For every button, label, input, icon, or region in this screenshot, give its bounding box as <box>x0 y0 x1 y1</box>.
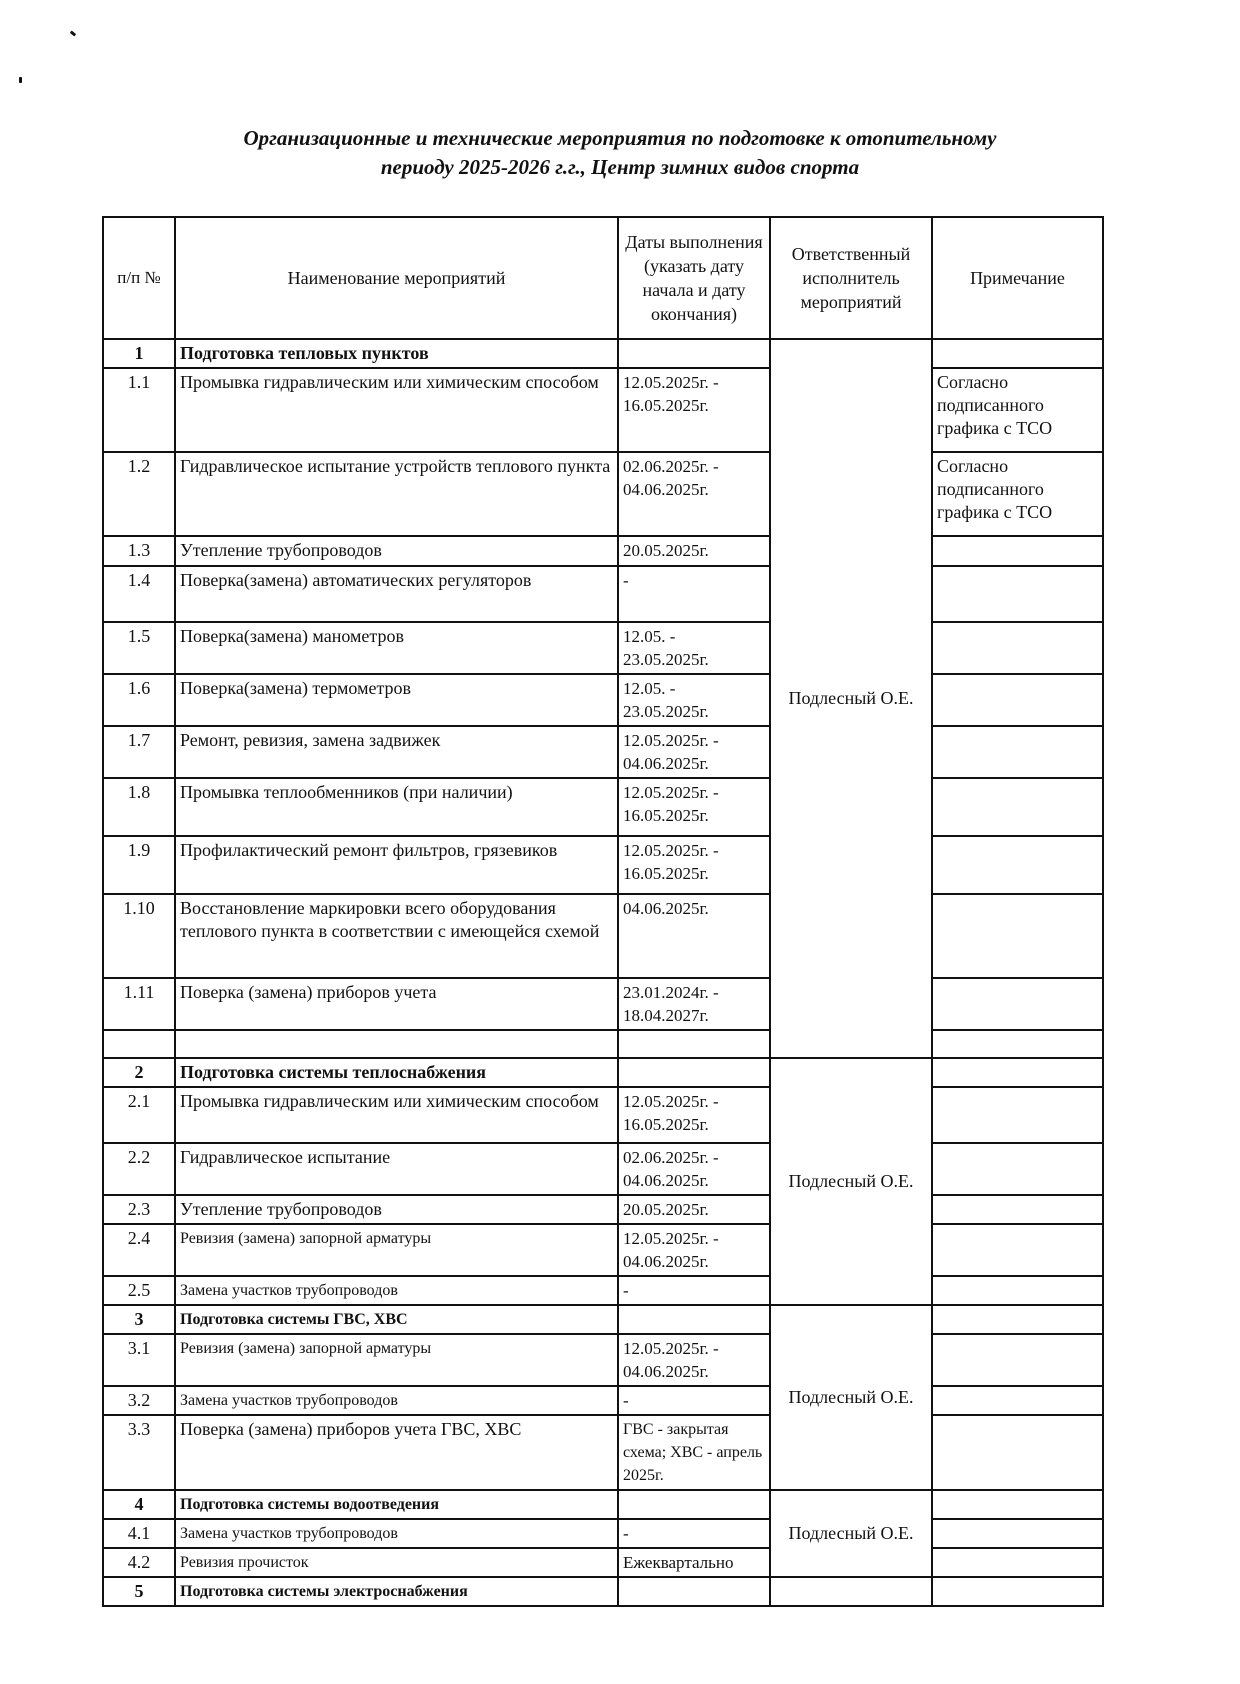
row-name: Ревизия прочисток <box>175 1548 618 1577</box>
table-header-row <box>103 217 1103 339</box>
table-row <box>103 622 1103 674</box>
row-num: 2.1 <box>103 1087 175 1143</box>
dates-cell <box>618 1490 770 1519</box>
table-row <box>103 894 1103 978</box>
row-note <box>932 1087 1103 1143</box>
row-name: Утепление трубопроводов <box>175 1195 618 1224</box>
section-title: Подготовка тепловых пунктов <box>175 339 618 368</box>
row-note <box>932 836 1103 894</box>
row-num <box>103 1030 175 1058</box>
table-row <box>103 1519 1103 1548</box>
dates-cell <box>618 1577 770 1606</box>
section-num: 4 <box>103 1490 175 1519</box>
row-dates: 12.05.2025г. - 16.05.2025г. <box>618 778 770 836</box>
row-dates: 20.05.2025г. <box>618 1195 770 1224</box>
row-name: Ремонт, ревизия, замена задвижек <box>175 726 618 778</box>
row-note: Согласно подписанного графика с ТСО <box>932 368 1103 452</box>
row-dates: 02.06.2025г. - 04.06.2025г. <box>618 1143 770 1195</box>
row-note <box>932 674 1103 726</box>
empty-row <box>103 1030 1103 1058</box>
header-note: Примечание <box>932 217 1103 339</box>
section-row <box>103 339 1103 368</box>
row-dates: - <box>618 1519 770 1548</box>
row-name: Гидравлическое испытание <box>175 1143 618 1195</box>
row-num: 4.2 <box>103 1548 175 1577</box>
row-name: Промывка гидравлическим или химическим способом <box>175 368 618 452</box>
title-line-1: Организационные и технические мероприятия по подготовке к отопительному <box>243 126 997 150</box>
document-title <box>120 124 1120 182</box>
row-note <box>932 978 1103 1030</box>
section-num: 5 <box>103 1577 175 1606</box>
note-cell <box>932 1577 1103 1606</box>
table-row <box>103 726 1103 778</box>
section-title: Подготовка системы ГВС, ХВС <box>175 1305 618 1334</box>
row-note <box>932 894 1103 978</box>
row-num: 2.4 <box>103 1224 175 1276</box>
row-num: 1.8 <box>103 778 175 836</box>
table-row <box>103 1276 1103 1305</box>
table-row <box>103 1143 1103 1195</box>
responsible-cell: Подлесный О.Е. <box>770 1490 932 1577</box>
row-note <box>932 778 1103 836</box>
row-num: 4.1 <box>103 1519 175 1548</box>
header-responsible: Ответственный исполнитель мероприятий <box>770 217 932 339</box>
section-title: Подготовка системы водоотведения <box>175 1490 618 1519</box>
responsible-cell: Подлесный О.Е. <box>770 339 932 1058</box>
note-cell <box>932 1305 1103 1334</box>
row-dates: 12.05.2025г. - 04.06.2025г. <box>618 1224 770 1276</box>
row-num: 1.9 <box>103 836 175 894</box>
dates-cell <box>618 1305 770 1334</box>
row-name: Ревизия (замена) запорной арматуры <box>175 1334 618 1386</box>
table-row <box>103 1548 1103 1577</box>
row-name: Утепление трубопроводов <box>175 536 618 566</box>
row-note <box>932 726 1103 778</box>
row-note: Согласно подписанного графика с ТСО <box>932 452 1103 536</box>
row-dates: 12.05.2025г. - 16.05.2025г. <box>618 836 770 894</box>
row-dates: 02.06.2025г. - 04.06.2025г. <box>618 452 770 536</box>
section-num: 2 <box>103 1058 175 1087</box>
table-row <box>103 778 1103 836</box>
note-cell <box>932 1058 1103 1087</box>
row-name: Ревизия (замена) запорной арматуры <box>175 1224 618 1276</box>
row-num: 1.3 <box>103 536 175 566</box>
row-num: 3.3 <box>103 1415 175 1490</box>
dates-cell <box>618 339 770 368</box>
row-dates: - <box>618 1386 770 1415</box>
row-name: Профилактический ремонт фильтров, грязевиков <box>175 836 618 894</box>
row-dates: Ежеквартально <box>618 1548 770 1577</box>
table-row <box>103 452 1103 536</box>
table-row <box>103 1386 1103 1415</box>
row-num: 1.4 <box>103 566 175 622</box>
row-dates: 12.05.2025г. - 04.06.2025г. <box>618 726 770 778</box>
row-num: 1.5 <box>103 622 175 674</box>
row-note <box>932 1386 1103 1415</box>
row-name <box>175 1030 618 1058</box>
row-num: 2.5 <box>103 1276 175 1305</box>
table-row <box>103 1415 1103 1490</box>
row-num: 1.7 <box>103 726 175 778</box>
row-name: Поверка (замена) приборов учета <box>175 978 618 1030</box>
section-row <box>103 1305 1103 1334</box>
row-num: 1.10 <box>103 894 175 978</box>
row-name: Замена участков трубопроводов <box>175 1386 618 1415</box>
table-row <box>103 1224 1103 1276</box>
section-row <box>103 1577 1103 1606</box>
row-dates: 12.05.2025г. - 16.05.2025г. <box>618 1087 770 1143</box>
row-name: Поверка(замена) термометров <box>175 674 618 726</box>
responsible-cell: Подлесный О.Е. <box>770 1058 932 1305</box>
row-note <box>932 1224 1103 1276</box>
row-dates: 12.05. - 23.05.2025г. <box>618 622 770 674</box>
row-name: Промывка гидравлическим или химическим способом <box>175 1087 618 1143</box>
row-name: Замена участков трубопроводов <box>175 1276 618 1305</box>
row-num: 1.1 <box>103 368 175 452</box>
row-note <box>932 1195 1103 1224</box>
row-num: 2.3 <box>103 1195 175 1224</box>
row-note <box>932 566 1103 622</box>
row-note <box>932 1143 1103 1195</box>
note-cell <box>932 1490 1103 1519</box>
table-row <box>103 368 1103 452</box>
title-line-2: периоду 2025-2026 г.г., Центр зимних видов спорта <box>380 155 860 179</box>
table-row <box>103 1087 1103 1143</box>
responsible-cell: Подлесный О.Е. <box>770 1305 932 1490</box>
row-num: 2.2 <box>103 1143 175 1195</box>
row-note <box>932 1519 1103 1548</box>
row-num: 1.6 <box>103 674 175 726</box>
table-row <box>103 978 1103 1030</box>
table-row <box>103 836 1103 894</box>
row-num: 1.11 <box>103 978 175 1030</box>
row-note <box>932 1276 1103 1305</box>
row-dates <box>618 1030 770 1058</box>
table-row <box>103 674 1103 726</box>
row-name: Гидравлическое испытание устройств теплового пункта <box>175 452 618 536</box>
row-note <box>932 1030 1103 1058</box>
table-row <box>103 566 1103 622</box>
section-row <box>103 1058 1103 1087</box>
row-dates: 23.01.2024г. - 18.04.2027г. <box>618 978 770 1030</box>
row-name: Поверка (замена) приборов учета ГВС, ХВС <box>175 1415 618 1490</box>
row-dates: 12.05.2025г. - 16.05.2025г. <box>618 368 770 452</box>
row-num: 3.2 <box>103 1386 175 1415</box>
section-num: 1 <box>103 339 175 368</box>
row-name: Замена участков трубопроводов <box>175 1519 618 1548</box>
row-dates: 12.05. - 23.05.2025г. <box>618 674 770 726</box>
measures-table <box>102 216 1104 1607</box>
scan-speck <box>19 77 22 83</box>
note-cell <box>932 339 1103 368</box>
row-dates: ГВС - закрытая схема; ХВС - апрель 2025г. <box>618 1415 770 1490</box>
table-row <box>103 1195 1103 1224</box>
responsible-cell <box>770 1577 932 1606</box>
dates-cell <box>618 1058 770 1087</box>
header-dates: Даты выполнения (указать дату начала и дату окончания) <box>618 217 770 339</box>
row-note <box>932 622 1103 674</box>
row-name: Поверка(замена) манометров <box>175 622 618 674</box>
section-row <box>103 1490 1103 1519</box>
scan-speck <box>70 30 77 36</box>
row-name: Поверка(замена) автоматических регуляторов <box>175 566 618 622</box>
row-note <box>932 1548 1103 1577</box>
row-dates: 12.05.2025г. - 04.06.2025г. <box>618 1334 770 1386</box>
header-num: п/п № <box>103 217 175 339</box>
section-title: Подготовка системы электроснабжения <box>175 1577 618 1606</box>
row-note <box>932 1415 1103 1490</box>
row-num: 3.1 <box>103 1334 175 1386</box>
section-title: Подготовка системы теплоснабжения <box>175 1058 618 1087</box>
table-row <box>103 536 1103 566</box>
row-name: Промывка теплообменников (при наличии) <box>175 778 618 836</box>
row-dates: - <box>618 1276 770 1305</box>
header-name: Наименование мероприятий <box>175 217 618 339</box>
row-dates: - <box>618 566 770 622</box>
row-num: 1.2 <box>103 452 175 536</box>
table-row <box>103 1334 1103 1386</box>
row-dates: 04.06.2025г. <box>618 894 770 978</box>
row-note <box>932 536 1103 566</box>
row-dates: 20.05.2025г. <box>618 536 770 566</box>
row-note <box>932 1334 1103 1386</box>
row-name: Восстановление маркировки всего оборудования теплового пункта в соответствии с имеющейся схемой <box>175 894 618 978</box>
section-num: 3 <box>103 1305 175 1334</box>
